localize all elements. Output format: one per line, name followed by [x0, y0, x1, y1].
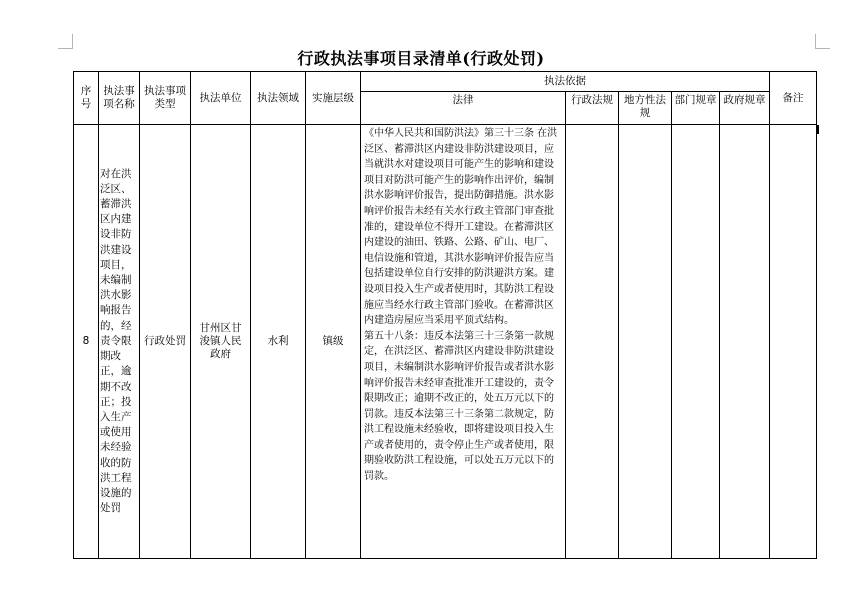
law-article-33: 《中华人民共和国防洪法》第三十三条 在洪泛区、蓄滞洪区内建设非防洪建设项目，应当就洪水对建设项目可能产生的影响和建设项目对防洪可能产生的影响作出评价，编制洪水影响评价报告，提出防御措施。洪水影响评价报告未经有关水行政主管部门审查批准的，建设单位不得开工建设。在蓄滞洪区内建设的油田、铁路、公路、矿山、电厂、电信设施和管道，其洪水影响评价报告应当包括建设单位自行安排的防洪避洪方案。建设项目投入生产或者使用时，其防洪工程设施应当经水行政主管部门验收。在蓄滞洪区内建造房屋应当采用平顶式结构。: [364, 128, 558, 327]
header-gov-rule: 政府规章: [720, 92, 770, 125]
header-local-regulation: 地方性法规: [619, 92, 672, 125]
cell-item-name: 对在洪泛区、蓄滞洪区内建设非防洪建设项目，未编制洪水影响报告的，经责令限期改正，逾期不改正；投入生产或使用未经验收的防洪工程设施的处罚: [99, 125, 140, 559]
header-remark: 备注: [770, 72, 817, 125]
enforcement-table: [73, 71, 817, 559]
header-field: 执法领域: [251, 72, 306, 125]
header-item-type: 执法事项类型: [140, 72, 191, 125]
table-row: [74, 125, 817, 559]
cell-law: [361, 125, 566, 559]
cell-seq: 8: [74, 125, 99, 559]
header-level: 实施层级: [306, 72, 361, 125]
document-title: 行政执法事项目录清单(行政处罚): [297, 49, 545, 68]
cell-admin-regulation: [566, 125, 619, 559]
header-item-name: 执法事项名称: [99, 72, 140, 125]
cell-local-regulation: [619, 125, 672, 559]
law-article-58: 第五十八条：违反本法第三十三条第一款规定，在洪泛区、蓄滞洪区内建设非防洪建设项目，未编制洪水影响评价报告或者洪水影响评价报告未经审查批准开工建设的，责令限期改正；逾期不改正的，处五万元以下的罚款。违反本法第三十三条第二款规定，防洪工程设施未经验收，即将建设项目投入生产或者使用的，责令停止生产或者使用，限期验收防洪工程设施，可以处五万元以下的罚款。: [364, 330, 554, 483]
cell-unit: 甘州区甘浚镇人民政府: [191, 125, 251, 559]
header-row-top: [74, 72, 817, 92]
cell-field: 水利: [251, 125, 306, 559]
cell-level: 镇级: [306, 125, 361, 559]
cell-gov-rule: [720, 125, 770, 559]
header-dept-rule: 部门规章: [672, 92, 720, 125]
header-basis: 执法依据: [361, 72, 770, 92]
header-seq: 序号: [74, 72, 99, 125]
text-cursor: [817, 125, 819, 134]
cell-remark: [770, 125, 817, 559]
cell-item-type: 行政处罚: [140, 125, 191, 559]
header-admin-regulation: 行政法规: [566, 92, 619, 125]
header-law: 法律: [361, 92, 566, 125]
header-unit: 执法单位: [191, 72, 251, 125]
cell-dept-rule: [672, 125, 720, 559]
